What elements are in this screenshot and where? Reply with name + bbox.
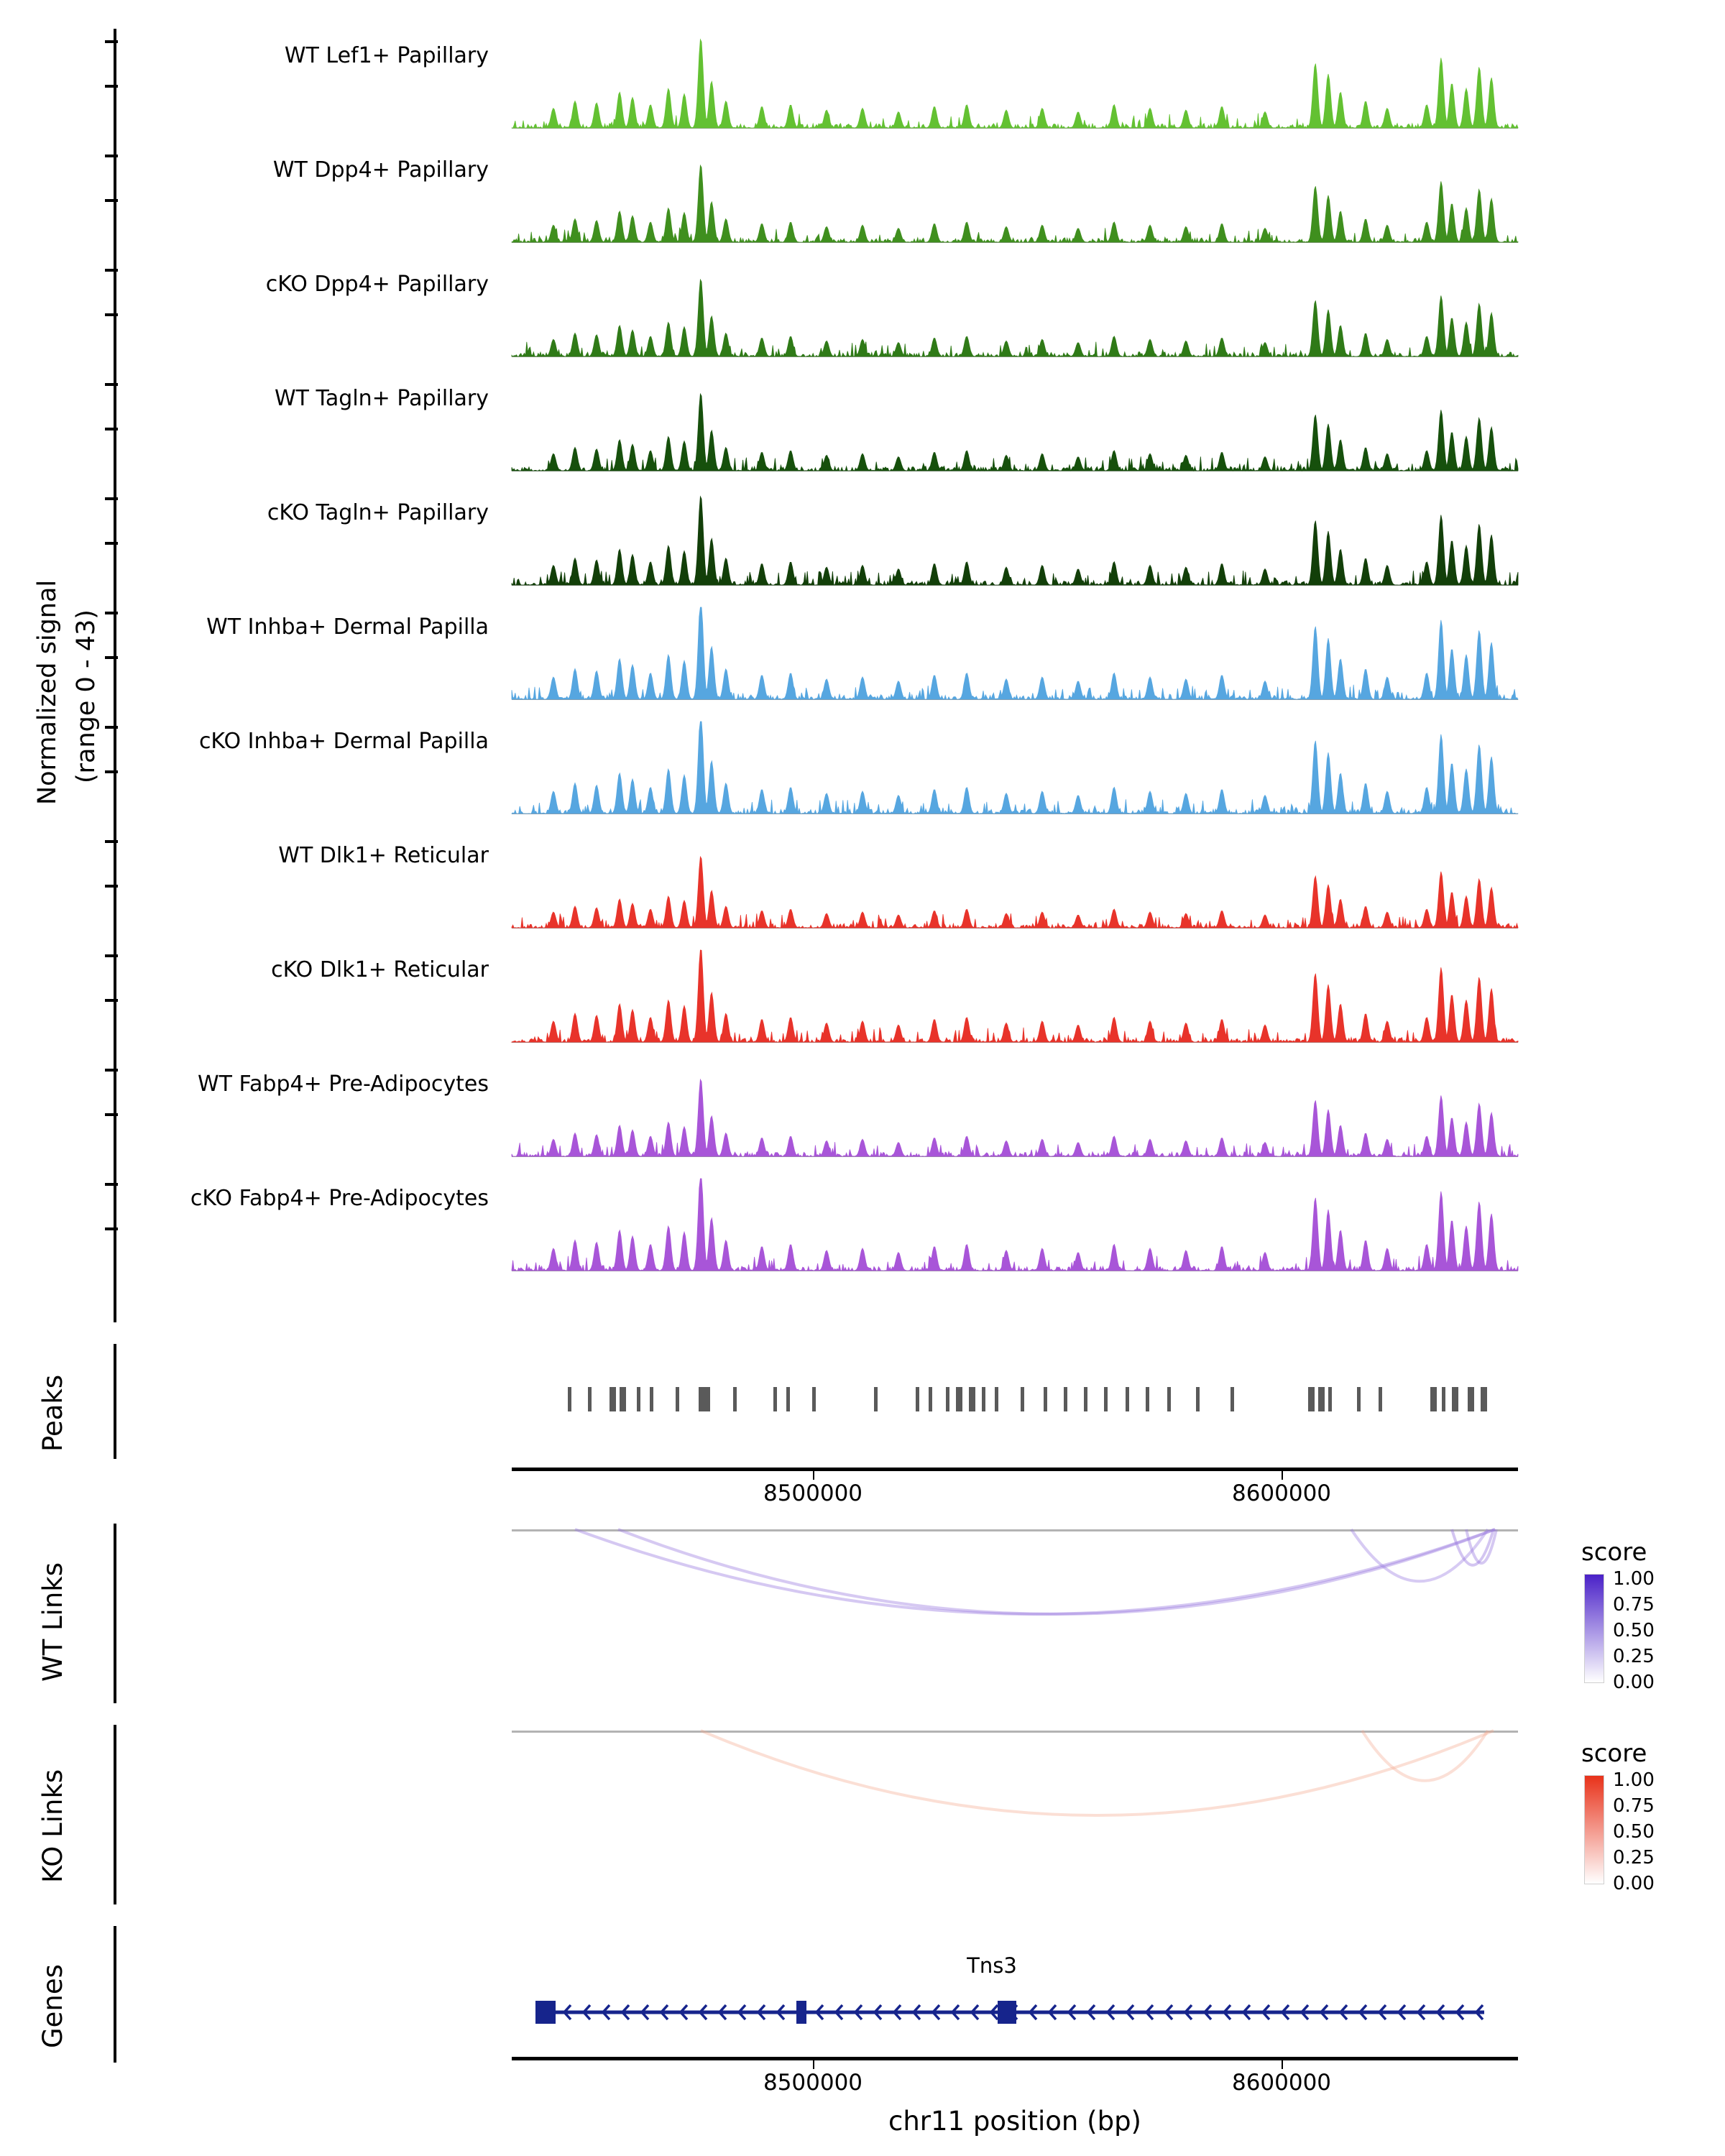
- gene-strand-arrow: [1263, 2005, 1269, 2019]
- genome-axis-bottom: [512, 2057, 1518, 2060]
- gene-strand-arrow: [1224, 2005, 1230, 2019]
- ko-legend-label-2: 0.75: [1613, 1795, 1655, 1817]
- track-label-7: WT Dlk1+ Reticular: [278, 843, 489, 868]
- genome-axis-top-tick-2: [1282, 1471, 1283, 1480]
- gene-strand-arrow: [1205, 2005, 1211, 2019]
- ko-links-baseline: [512, 1731, 1518, 1733]
- gene-strand-arrow: [681, 2005, 687, 2019]
- gene-strand-arrow: [1399, 2005, 1405, 2019]
- peak-mark: [929, 1387, 932, 1411]
- gene-strand-arrow: [700, 2005, 707, 2019]
- gene-strand-arrow: [1360, 2005, 1366, 2019]
- signal-track-0: [0, 34, 1725, 129]
- peaks-track: [0, 1387, 1725, 1430]
- gene-strand-arrow: [797, 2005, 804, 2019]
- gene-strand-arrow: [1030, 2005, 1036, 2019]
- peak-mark: [610, 1387, 616, 1411]
- gene-strand-arrow: [1302, 2005, 1308, 2019]
- peak-mark: [773, 1387, 777, 1411]
- peak-mark: [786, 1387, 790, 1411]
- peak-mark: [1196, 1387, 1200, 1411]
- signal-track-1: [0, 149, 1725, 244]
- signal-track-7: [0, 834, 1725, 929]
- gene-strand-arrow: [603, 2005, 610, 2019]
- peak-mark: [1468, 1387, 1474, 1411]
- peak-mark: [1308, 1387, 1315, 1411]
- gene-strand-arrow: [1108, 2005, 1114, 2019]
- genome-axis-bottom-label-2: 8600000: [1231, 2070, 1332, 2096]
- gene-strand-arrow: [836, 2005, 842, 2019]
- link-arc: [575, 1529, 1495, 1614]
- ko-links-panel-label: KO Links: [37, 1769, 68, 1883]
- peak-mark: [995, 1387, 998, 1411]
- x-axis-title: chr11 position (bp): [888, 2106, 1141, 2137]
- ko-legend-colorbar: [1584, 1775, 1604, 1884]
- wt-links-panel-rule: [114, 1524, 116, 1703]
- peak-mark: [1084, 1387, 1087, 1411]
- y-axis-label-line2: (range 0 - 43): [72, 609, 101, 783]
- gene-exon: [535, 2001, 556, 2024]
- signal-track-3: [0, 377, 1725, 472]
- wt-links-panel-label: WT Links: [37, 1562, 68, 1682]
- gene-strand-arrow: [1127, 2005, 1133, 2019]
- signal-track-2: [0, 263, 1725, 358]
- track-label-8: cKO Dlk1+ Reticular: [271, 957, 489, 982]
- peak-mark: [956, 1387, 962, 1411]
- wt-links-baseline: [512, 1529, 1518, 1531]
- gene-strand-arrow: [1166, 2005, 1172, 2019]
- peak-mark: [1328, 1387, 1332, 1411]
- ko-legend-label-4: 0.25: [1613, 1847, 1655, 1869]
- genome-axis-top-label-2: 8600000: [1231, 1480, 1332, 1506]
- track-label-2: cKO Dpp4+ Papillary: [265, 272, 489, 297]
- ko-links-panel-rule: [114, 1725, 116, 1904]
- track-label-10: cKO Fabp4+ Pre-Adipocytes: [190, 1186, 489, 1211]
- genome-axis-top-tick-1: [813, 1471, 814, 1480]
- peak-mark: [1442, 1387, 1445, 1411]
- peak-mark: [946, 1387, 949, 1411]
- gene-strand-arrow: [855, 2005, 862, 2019]
- ko-legend-label-5: 0.00: [1613, 1873, 1655, 1894]
- genome-axis-bottom-tick-1: [813, 2060, 814, 2069]
- gene-strand-arrow: [1185, 2005, 1192, 2019]
- gene-strand-arrow: [1069, 2005, 1075, 2019]
- signal-track-10: [0, 1177, 1725, 1272]
- peak-mark: [1021, 1387, 1024, 1411]
- ko-legend-title: score: [1581, 1739, 1647, 1768]
- peak-mark: [568, 1387, 571, 1411]
- gene-strand-arrow: [991, 2005, 998, 2019]
- gene-strand-arrow: [1321, 2005, 1328, 2019]
- gene-strand-arrow: [661, 2005, 668, 2019]
- gene-strand-arrow: [1476, 2005, 1483, 2019]
- wt-legend-label-5: 0.00: [1613, 1672, 1655, 1693]
- peak-mark: [1481, 1387, 1487, 1411]
- gene-strand-arrow: [894, 2005, 901, 2019]
- gene-strand-arrow: [1282, 2005, 1289, 2019]
- gene-strand-arrow: [642, 2005, 648, 2019]
- gene-strand-arrow: [1011, 2005, 1017, 2019]
- gene-strand-arrow: [739, 2005, 745, 2019]
- gene-strand-arrow: [1243, 2005, 1250, 2019]
- peaks-panel-label: Peaks: [37, 1374, 68, 1452]
- peak-mark: [1230, 1387, 1234, 1411]
- peak-mark: [1126, 1387, 1129, 1411]
- peak-mark: [650, 1387, 653, 1411]
- peak-mark: [812, 1387, 816, 1411]
- peak-mark: [1357, 1387, 1361, 1411]
- peak-mark: [1146, 1387, 1149, 1411]
- gene-strand-arrow: [778, 2005, 784, 2019]
- y-axis-label-line1: Normalized signal: [33, 579, 62, 805]
- peak-mark: [637, 1387, 640, 1411]
- gene-strand-arrow: [1457, 2005, 1463, 2019]
- gene-strand-arrow: [719, 2005, 726, 2019]
- signal-track-9: [0, 1063, 1725, 1158]
- genome-axis-top: [512, 1468, 1518, 1471]
- gene-strand-arrow: [584, 2005, 590, 2019]
- genome-axis-top-label-1: 8500000: [763, 1480, 863, 1506]
- link-arc: [1452, 1529, 1494, 1565]
- signal-track-5: [0, 606, 1725, 701]
- peak-mark: [620, 1387, 626, 1411]
- gene-exon: [998, 2001, 1016, 2024]
- gene-strand-arrow: [914, 2005, 920, 2019]
- gene-strand-arrow: [1418, 2005, 1425, 2019]
- link-arc: [1466, 1529, 1496, 1563]
- wt-legend-label-2: 0.75: [1613, 1594, 1655, 1616]
- link-arc: [701, 1731, 1494, 1815]
- wt-legend-title: score: [1581, 1538, 1647, 1567]
- peak-mark: [1044, 1387, 1047, 1411]
- gene-strand-arrow: [875, 2005, 881, 2019]
- gene-strand-arrow: [1340, 2005, 1347, 2019]
- peak-mark: [1430, 1387, 1437, 1411]
- wt-legend-label-4: 0.25: [1613, 1646, 1655, 1667]
- peak-mark: [1064, 1387, 1067, 1411]
- gene-strand-arrow: [816, 2005, 823, 2019]
- track-label-1: WT Dpp4+ Papillary: [272, 157, 489, 183]
- ko-legend-label-1: 1.00: [1613, 1769, 1655, 1791]
- wt-legend-label-3: 0.50: [1613, 1620, 1655, 1641]
- peak-mark: [588, 1387, 592, 1411]
- peak-mark: [874, 1387, 878, 1411]
- ko-legend-label-3: 0.50: [1613, 1821, 1655, 1843]
- signal-track-6: [0, 720, 1725, 815]
- genome-axis-bottom-label-1: 8500000: [763, 2070, 863, 2096]
- gene-strand-arrow: [622, 2005, 629, 2019]
- gene-strand-arrow: [1379, 2005, 1386, 2019]
- signal-track-8: [0, 949, 1725, 1044]
- link-arc: [618, 1529, 1495, 1614]
- gene-label-tns3: Tns3: [967, 1953, 1017, 1978]
- genes-panel-label: Genes: [37, 1964, 68, 2048]
- peak-mark: [1379, 1387, 1382, 1411]
- peak-mark: [676, 1387, 679, 1411]
- genes-panel-rule: [114, 1926, 116, 2063]
- peak-mark: [1167, 1387, 1171, 1411]
- peak-mark: [1318, 1387, 1325, 1411]
- track-label-5: WT Inhba+ Dermal Papilla: [206, 614, 489, 640]
- peak-mark: [1104, 1387, 1108, 1411]
- gene-strand-arrow: [952, 2005, 959, 2019]
- genome-axis-bottom-tick-2: [1282, 2060, 1283, 2069]
- gene-strand-arrow: [564, 2005, 571, 2019]
- peak-mark: [733, 1387, 737, 1411]
- peak-mark: [699, 1387, 710, 1411]
- gene-strand-arrow: [1146, 2005, 1153, 2019]
- gene-strand-arrow: [1438, 2005, 1444, 2019]
- peak-mark: [916, 1387, 919, 1411]
- gene-strand-arrow: [1088, 2005, 1095, 2019]
- gene-strand-arrow: [972, 2005, 978, 2019]
- gene-strand-arrow: [933, 2005, 939, 2019]
- track-label-3: WT Tagln+ Papillary: [275, 386, 489, 411]
- signal-track-4: [0, 492, 1725, 586]
- peak-mark: [1452, 1387, 1458, 1411]
- gene-strand-arrow: [758, 2005, 765, 2019]
- gene-strand-arrow: [1049, 2005, 1056, 2019]
- wt-legend-label-1: 1.00: [1613, 1568, 1655, 1590]
- link-arc: [1351, 1529, 1488, 1581]
- peak-mark: [969, 1387, 975, 1411]
- link-arc: [1362, 1731, 1488, 1781]
- peak-mark: [982, 1387, 985, 1411]
- track-label-6: cKO Inhba+ Dermal Papilla: [198, 729, 489, 754]
- gene-exon: [796, 2001, 806, 2024]
- wt-legend-colorbar: [1584, 1574, 1604, 1683]
- track-label-4: cKO Tagln+ Papillary: [267, 500, 489, 525]
- track-label-9: WT Fabp4+ Pre-Adipocytes: [198, 1072, 489, 1097]
- track-label-0: WT Lef1+ Papillary: [284, 43, 489, 68]
